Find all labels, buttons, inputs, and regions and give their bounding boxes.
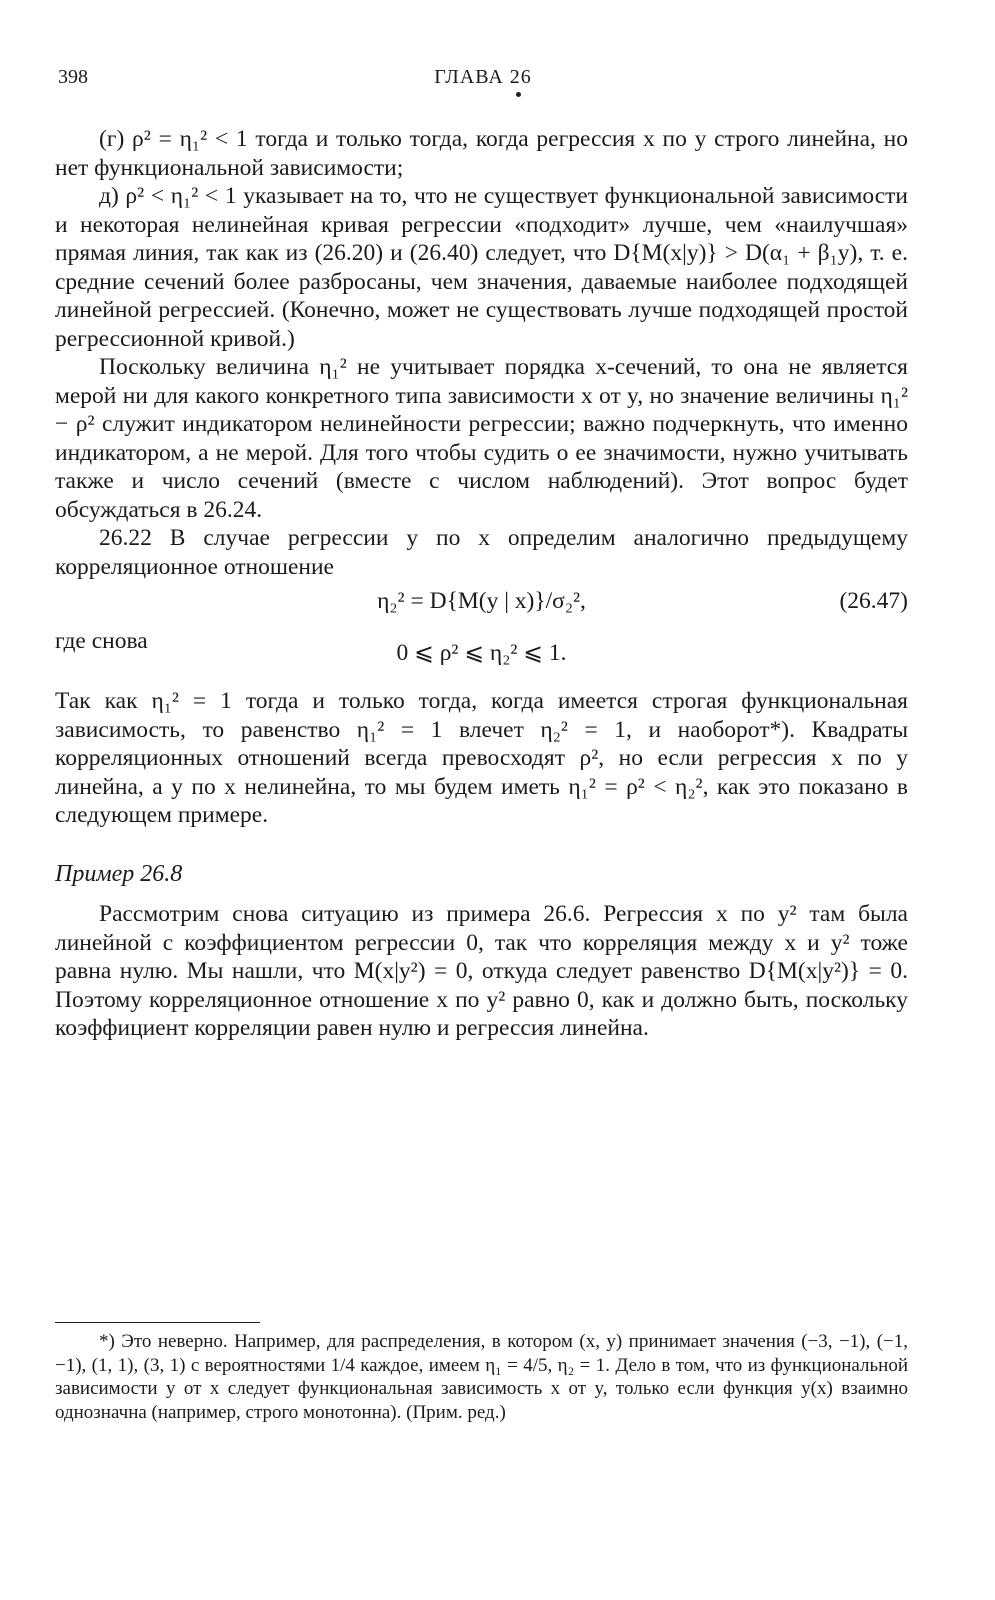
paragraph-d: д) ρ² < η₁² < 1 указывает на то, что не существует функциональной зависимости и некоторая нелинейная кривая регрессии «подходит» лучше, чем «наилучшая» прямая линия, так как из (26.20) и (26.40) следует, что D{M(x|y)} > D(α₁ + β₁y), т. е. средние сечений более разбросаны, чем значения, даваемые наиболее подходящей линейной регрессией. (Конечно, может не существовать лучше подходящей простой регрессионной кривой.)	[55, 183, 908, 352]
formula-inequality	[55, 621, 908, 666]
paragraph-g: (г) ρ² = η₁² < 1 тогда и только тогда, когда регрессия x по y строго линейна, но нет функциональной зависимости;	[55, 126, 908, 181]
paragraph-example: Рассмотрим снова ситуацию из примера 26.6. Регрессия x по y² там была линейной с коэффициентом регрессии 0, так что корреляция между x и y² тоже равна нулю. Мы нашли, что M(x|y²) = 0, откуда следует равенство D{M(x|y²)} = 0. Поэтому корреляционное отношение x по y² равно 0, как и должно быть, поскольку коэффициент корреляции равен нулю и регрессия линейна.	[55, 901, 908, 1041]
paragraph-26-22: 26.22 В случае регрессии y по x определим аналогично предыдущему корреляционное отношение	[55, 525, 908, 580]
paragraph-indicator: Поскольку величина η₁² не учитывает порядка x-сечений, то она не является мерой ни для какого конкретного типа зависимости x от y, но значение величины η₁² − ρ² служит индикатором нелинейности регрессии; важно подчеркнуть, что именно индикатором, а не мерой. Для того чтобы судить о ее значимости, нужно учитывать также и число сечений (вместе с числом наблюдений). Этот вопрос будет обсуждаться в 26.24.	[55, 354, 908, 523]
page-number: 398	[58, 66, 88, 88]
footnote	[55, 1330, 908, 1424]
footnote-text: *) Это неверно. Например, для распределения, в котором (x, y) принимает значения (−3, −1), (−1, −1), (1, 1), (3, 1) с вероятностями 1/4 каждое, имеем η₁ = 4/5, η₂ = 1. Дело в том, что из функциональной зависимости y от x следует функциональная зависимость x от y, только если функция y(x) взаимно однозначна (например, строго монотонна). (Прим. ред.)	[55, 1331, 908, 1423]
formula-26-47-expression: η₂² = D{M(y | x)}/σ₂²,	[377, 588, 586, 614]
formula-26-47-number: (26.47)	[839, 588, 908, 614]
header-dot	[516, 92, 521, 97]
footnote-rule	[55, 1322, 260, 1323]
example-title: Пример 26.8	[55, 860, 183, 887]
page-header	[58, 66, 908, 96]
paragraph-equalities: Так как η₁² = 1 тогда и только тогда, когда имеется строгая функциональная зависимость, то равенство η₁² = 1 влечет η₂² = 1, и наоборот*). Квадраты корреляционных отношений всегда превосходят ρ², но если регрессия x по y линейна, а y по x нелинейна, то мы будем иметь η₁² = ρ² < η₂², как это показано в следующем примере.	[55, 688, 908, 828]
where-again-label: где снова	[55, 628, 148, 654]
inequality-expression: 0 ⩽ ρ² ⩽ η₂² ⩽ 1.	[396, 640, 567, 666]
running-head: ГЛАВА 26	[434, 66, 532, 88]
formula-26-47	[55, 581, 908, 621]
text-block-top	[55, 125, 908, 1043]
